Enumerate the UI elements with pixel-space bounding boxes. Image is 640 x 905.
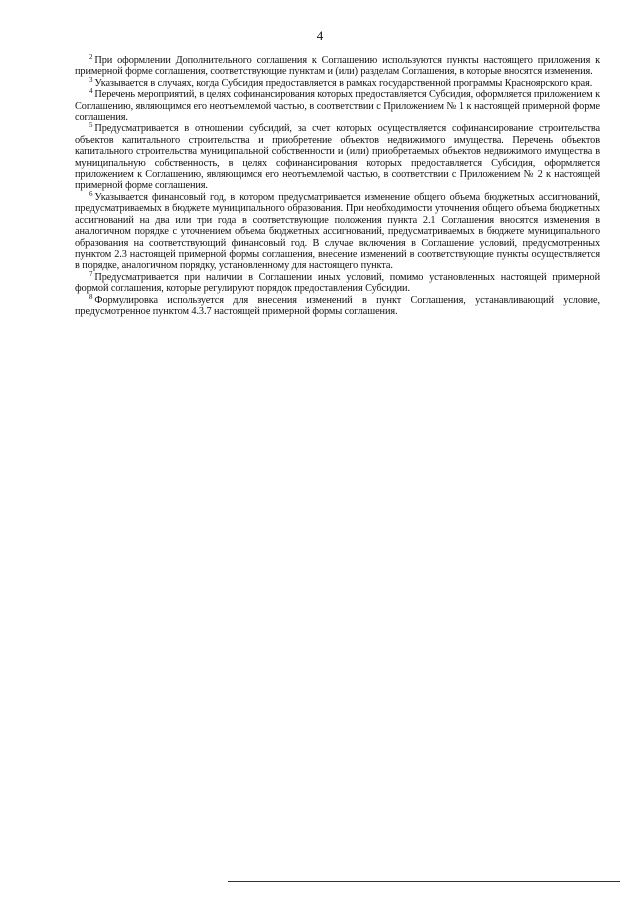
footnote-text: Перечень мероприятий, в целях софинансирования которых предоставляется Субсидия, оформляется приложением к Соглашению, являющимся его неотъемлемой частью, в соответствии с Приложением № 1 к настоящей примерной форме соглашения. [75,89,600,124]
footnote-number: 7 [89,269,93,278]
footnote [75,269,600,295]
footnote [75,55,600,78]
footnote-text: Предусматривается при наличии в Соглашении иных условий, помимо установленных настоящей примерной формой соглашения, которые регулируют порядок предоставления Субсидии. [75,271,600,295]
footnote [75,75,600,89]
page-number: 4 [316,28,324,43]
footnote-text: Указывается в случаях, когда Субсидия предоставляется в рамках государственной программы Красноярского края. [94,77,593,89]
footnote-number: 4 [89,87,93,96]
footnote-text: Предусматривается в отношении субсидий, за счет которых осуществляется софинансирование строительства объектов капитального строительства и приобретение объектов недвижимого имущества. Перечень объектов капитального строительства муниципальной собственности и (или) приобретаемых объектов недвижимого имущества в муниципальную собственность, в целях софинансирования которых предоставляется Субсидия, оформляется приложением к Соглашению, являющимся его неотъемлемой частью, в соответствии с Приложением № 2 к настоящей примерной форме соглашения. [75,123,600,192]
footnote-number: 2 [89,53,93,61]
page-bottom-rule [228,881,620,882]
footnote-number: 5 [89,121,93,130]
footnote [75,89,600,123]
footnote [75,189,600,272]
footnote-text: При оформлении Дополнительного соглашения к Соглашению используются пункты настоящего приложения к примерной форме соглашения, соответствующие пунктам и (или) разделам Соглашения, в которые вносятся изменения. [75,55,600,78]
footnote-text: Формулировка используется для внесения изменений в пункт Соглашения, устанавливающий условие, предусмотренное пунктом 4.3.7 настоящей примерной формы соглашения. [75,294,600,317]
footnote-text: Указывается финансовый год, в котором предусматривается изменение общего объема бюджетных ассигнований, предусматриваемых в бюджете муниципального образования. При необходимости уточнения общего объема бюджетных ассигнований на два или три года в соответствующие положения пункта 2.1 Соглашения вносятся изменения в аналогичном порядке с уточнением объема бюджетных ассигнований, предусматриваемых в бюджете муниципального образования на соответствующий финансовый год. В случае включения в Соглашение условий, предусмотренных пунктом 2.3 настоящей примерной формы соглашения, внесение изменений в соответствующие пункты осуществляется в порядке, аналогичном порядку, установленному для настоящего пункта. [75,191,600,272]
footnote [75,123,600,191]
footnote-number: 6 [89,189,93,198]
footnote-number: 3 [89,75,93,84]
footnotes-block [75,55,600,317]
footnote [75,292,600,318]
footnote-number: 8 [89,292,93,301]
